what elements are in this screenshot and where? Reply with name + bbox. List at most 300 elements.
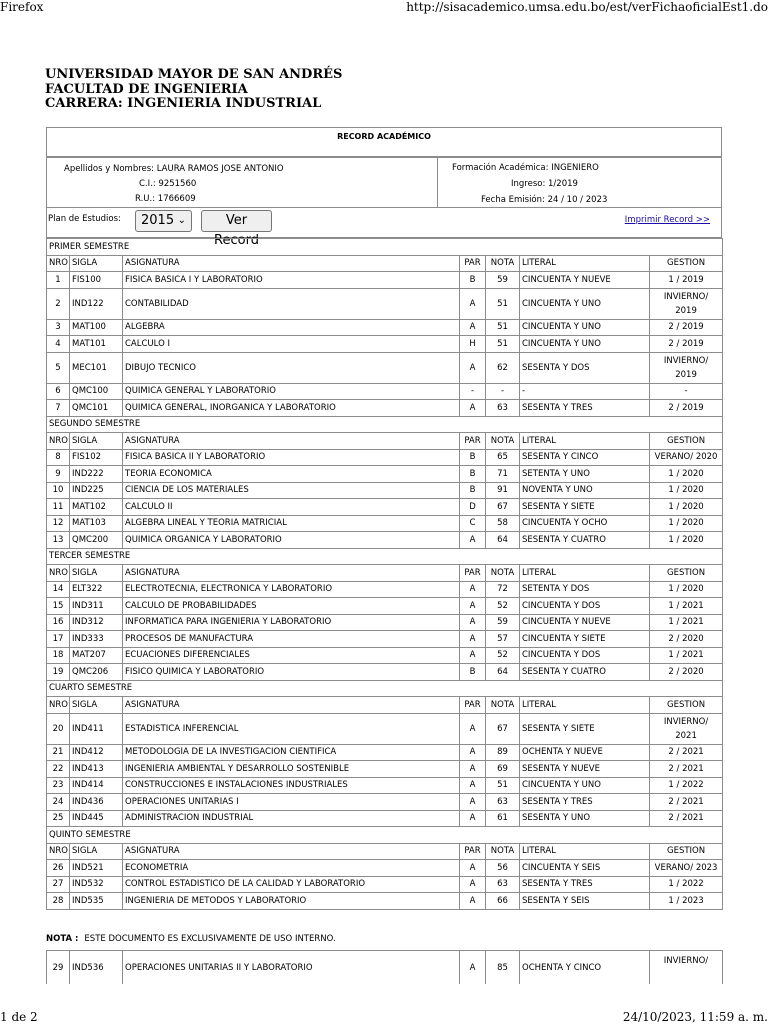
cell-gestion: VERANO/ 2023: [650, 860, 723, 877]
cell-nro: 19: [47, 664, 70, 681]
table-row: [47, 482, 723, 499]
cell-sigla: IND222: [70, 466, 123, 483]
cell-par: A: [460, 647, 486, 664]
nota-text: ESTE DOCUMENTO ES EXCLUSIVAMENTE DE USO INTERNO.: [84, 934, 336, 944]
column-header-asignatura: ASIGNATURA: [123, 697, 460, 714]
formacion-academica: Formación Académica: INGENIERO: [452, 163, 599, 173]
cell-asignatura: ECONOMETRIA: [123, 860, 460, 877]
cell-par: H: [460, 336, 486, 353]
semester-row: [47, 680, 723, 697]
cell-literal: -: [520, 383, 650, 400]
cell-sigla: IND413: [70, 761, 123, 778]
cell-gestion: 1 / 2021: [650, 614, 723, 631]
cell-literal: SESENTA Y TRES: [520, 794, 650, 811]
student-info: [46, 157, 722, 208]
cell-sigla: IND532: [70, 876, 123, 893]
cell-sigla: QMC206: [70, 664, 123, 681]
cell-literal: SESENTA Y TRES: [520, 400, 650, 417]
cell-sigla: IND333: [70, 631, 123, 648]
cell-nro: 11: [47, 499, 70, 516]
record-table: [46, 238, 723, 910]
column-header-row: [47, 843, 723, 860]
cell-nro: 1: [47, 272, 70, 289]
column-header-row: [47, 565, 723, 582]
cell-nro: 28: [47, 893, 70, 910]
page-indicator: 1 de 2: [0, 1010, 38, 1024]
cell-nota: 51: [486, 336, 520, 353]
cell-nro: 15: [47, 598, 70, 615]
cell-nota: 52: [486, 598, 520, 615]
cell-literal: SESENTA Y SIETE: [520, 713, 650, 744]
cell-sigla: IND535: [70, 893, 123, 910]
cell-nota: 62: [486, 352, 520, 383]
column-header-gestion: GESTION: [650, 433, 723, 450]
page-url: http://sisacademico.umsa.edu.bo/est/verFichaoficialEst1.do: [406, 0, 768, 14]
cell-literal: CINCUENTA Y DOS: [520, 598, 650, 615]
cell-sigla: QMC200: [70, 532, 123, 549]
column-header-nota: NOTA: [486, 697, 520, 714]
cell-gestion: 2 / 2019: [650, 319, 723, 336]
column-header-gestion: GESTION: [650, 565, 723, 582]
table-row: [47, 810, 723, 827]
cell-literal: CINCUENTA Y NUEVE: [520, 272, 650, 289]
cell-par: A: [460, 532, 486, 549]
cell-nro: 3: [47, 319, 70, 336]
cell-sigla: FIS100: [70, 272, 123, 289]
cell-asignatura: TEORIA ECONOMICA: [123, 466, 460, 483]
column-header-nro: NRO: [47, 843, 70, 860]
cell-asignatura: CALCULO DE PROBABILIDADES: [123, 598, 460, 615]
cell-literal: CINCUENTA Y SEIS: [520, 860, 650, 877]
nota-label: NOTA :: [46, 934, 79, 944]
cell-asignatura: ALGEBRA LINEAL Y TEORIA MATRICIAL: [123, 515, 460, 532]
cell-nro: 18: [47, 647, 70, 664]
cell-par: A: [460, 744, 486, 761]
semester-row: [47, 548, 723, 565]
cell-sigla: IND122: [70, 288, 123, 319]
cell-par: A: [460, 876, 486, 893]
cell-sigla: IND521: [70, 860, 123, 877]
cell-sigla: FIS102: [70, 449, 123, 466]
cell-nota: 89: [486, 744, 520, 761]
column-header-row: [47, 697, 723, 714]
column-header-par: PAR: [460, 697, 486, 714]
table-row: [47, 499, 723, 516]
column-header-row: [47, 433, 723, 450]
cell-par: A: [460, 860, 486, 877]
cell-asignatura: INGENIERIA AMBIENTAL Y DESARROLLO SOSTENIBLE: [123, 761, 460, 778]
cell-par: B: [460, 466, 486, 483]
cell-nro: 20: [47, 713, 70, 744]
cell-literal: NOVENTA Y UNO: [520, 482, 650, 499]
career-name: CARRERA: INGENIERIA INDUSTRIAL: [45, 96, 322, 111]
table-row: [47, 272, 723, 289]
cell-par: A: [460, 288, 486, 319]
cell-sigla: IND536: [70, 951, 123, 985]
cell-literal: SESENTA Y DOS: [520, 352, 650, 383]
plan-label: Plan de Estudios:: [48, 214, 121, 224]
table-row: [47, 449, 723, 466]
table-row: [47, 647, 723, 664]
cell-literal: SETENTA Y DOS: [520, 581, 650, 598]
cell-nro: 12: [47, 515, 70, 532]
cell-nota: 69: [486, 761, 520, 778]
column-header-nro: NRO: [47, 433, 70, 450]
cell-par: A: [460, 951, 486, 985]
cell-nro: 23: [47, 777, 70, 794]
cell-par: A: [460, 631, 486, 648]
column-header-sigla: SIGLA: [70, 697, 123, 714]
semester-row: [47, 827, 723, 844]
cell-asignatura: QUIMICA GENERAL Y LABORATORIO: [123, 383, 460, 400]
cell-par: B: [460, 272, 486, 289]
cell-par: A: [460, 352, 486, 383]
cell-nota: 51: [486, 319, 520, 336]
cell-gestion: 2 / 2020: [650, 664, 723, 681]
cell-nota: 71: [486, 466, 520, 483]
cell-gestion: -: [650, 383, 723, 400]
cell-sigla: MAT207: [70, 647, 123, 664]
table-row: [47, 951, 723, 985]
cell-nota: -: [486, 383, 520, 400]
cell-literal: CINCUENTA Y UNO: [520, 288, 650, 319]
column-header-nro: NRO: [47, 255, 70, 272]
student-names: Apellidos y Nombres: LAURA RAMOS JOSE ANTONIO: [64, 164, 284, 174]
cell-par: D: [460, 499, 486, 516]
column-header-asignatura: ASIGNATURA: [123, 565, 460, 582]
faculty-name: FACULTAD DE INGENIERIA: [45, 81, 248, 97]
cell-nro: 16: [47, 614, 70, 631]
cell-nro: 29: [47, 951, 70, 985]
cell-nro: 8: [47, 449, 70, 466]
cell-asignatura: CALCULO II: [123, 499, 460, 516]
cell-nro: 9: [47, 466, 70, 483]
cell-par: A: [460, 614, 486, 631]
column-header-nota: NOTA: [486, 843, 520, 860]
cell-gestion: INVIERNO/ 2021: [650, 713, 723, 744]
cell-asignatura: CONTROL ESTADISTICO DE LA CALIDAD Y LABORATORIO: [123, 876, 460, 893]
column-header-literal: LITERAL: [520, 433, 650, 450]
cell-literal: SETENTA Y UNO: [520, 466, 650, 483]
cell-nota: 72: [486, 581, 520, 598]
cell-par: A: [460, 893, 486, 910]
cell-sigla: IND414: [70, 777, 123, 794]
cell-gestion: 2 / 2019: [650, 336, 723, 353]
cell-gestion: 1 / 2020: [650, 532, 723, 549]
column-header-par: PAR: [460, 565, 486, 582]
cell-gestion: 2 / 2019: [650, 400, 723, 417]
cell-asignatura: ADMINISTRACION INDUSTRIAL: [123, 810, 460, 827]
column-header-gestion: GESTION: [650, 843, 723, 860]
cell-nota: 67: [486, 499, 520, 516]
cell-gestion: 1 / 2019: [650, 272, 723, 289]
column-header-literal: LITERAL: [520, 255, 650, 272]
cell-nro: 26: [47, 860, 70, 877]
cell-nota: 61: [486, 810, 520, 827]
print-record-link[interactable]: Imprimir Record >>: [624, 215, 710, 225]
cell-nro: 2: [47, 288, 70, 319]
column-header-asignatura: ASIGNATURA: [123, 255, 460, 272]
cell-literal: CINCUENTA Y OCHO: [520, 515, 650, 532]
cell-gestion: 2 / 2021: [650, 810, 723, 827]
cell-nota: 52: [486, 647, 520, 664]
cell-sigla: IND436: [70, 794, 123, 811]
column-header-literal: LITERAL: [520, 843, 650, 860]
cell-sigla: MAT100: [70, 319, 123, 336]
cell-gestion: INVIERNO/ 2019: [650, 352, 723, 383]
cell-nro: 13: [47, 532, 70, 549]
cell-nro: 24: [47, 794, 70, 811]
cell-par: B: [460, 482, 486, 499]
column-header-row: [47, 255, 723, 272]
academic-info: [438, 157, 722, 208]
document-titles: [45, 68, 342, 112]
semester-row: [47, 239, 723, 256]
cell-nota: 63: [486, 400, 520, 417]
cell-asignatura: QUIMICA GENERAL, INORGANICA Y LABORATORIO: [123, 400, 460, 417]
table-row: [47, 400, 723, 417]
table-row: [47, 614, 723, 631]
table-row: [47, 664, 723, 681]
cell-literal: OCHENTA Y NUEVE: [520, 744, 650, 761]
cell-gestion: 1 / 2020: [650, 499, 723, 516]
cell-sigla: MEC101: [70, 352, 123, 383]
cell-nro: 10: [47, 482, 70, 499]
cell-literal: SESENTA Y CUATRO: [520, 532, 650, 549]
column-header-par: PAR: [460, 255, 486, 272]
table-row: [47, 319, 723, 336]
column-header-sigla: SIGLA: [70, 565, 123, 582]
cell-nro: 21: [47, 744, 70, 761]
cell-nro: 5: [47, 352, 70, 383]
column-header-nro: NRO: [47, 565, 70, 582]
cell-nota: 63: [486, 876, 520, 893]
column-header-asignatura: ASIGNATURA: [123, 843, 460, 860]
cell-nota: 65: [486, 449, 520, 466]
column-header-sigla: SIGLA: [70, 255, 123, 272]
cell-nota: 57: [486, 631, 520, 648]
cell-literal: OCHENTA Y CINCO: [520, 951, 650, 985]
cell-asignatura: INFORMATICA PARA INGENIERIA Y LABORATORIO: [123, 614, 460, 631]
cell-nro: 4: [47, 336, 70, 353]
cell-sigla: IND411: [70, 713, 123, 744]
cell-par: A: [460, 581, 486, 598]
cell-literal: SESENTA Y SIETE: [520, 499, 650, 516]
column-header-nota: NOTA: [486, 255, 520, 272]
cell-asignatura: METODOLOGIA DE LA INVESTIGACION CIENTIFICA: [123, 744, 460, 761]
cell-sigla: IND225: [70, 482, 123, 499]
table-row: [47, 893, 723, 910]
cell-asignatura: OPERACIONES UNITARIAS II Y LABORATORIO: [123, 951, 460, 985]
cell-nro: 25: [47, 810, 70, 827]
cell-nro: 7: [47, 400, 70, 417]
cell-gestion: 2 / 2021: [650, 794, 723, 811]
table-row: [47, 761, 723, 778]
cell-nota: 64: [486, 532, 520, 549]
column-header-literal: LITERAL: [520, 697, 650, 714]
cell-par: A: [460, 794, 486, 811]
plan-select[interactable]: [135, 210, 192, 232]
cell-par: A: [460, 810, 486, 827]
cell-asignatura: CONTABILIDAD: [123, 288, 460, 319]
cell-nota: 67: [486, 713, 520, 744]
table-row: [47, 631, 723, 648]
cell-gestion: VERANO/ 2020: [650, 449, 723, 466]
cell-nota: 59: [486, 614, 520, 631]
cell-asignatura: INGENIERIA DE METODOS Y LABORATORIO: [123, 893, 460, 910]
cell-sigla: MAT101: [70, 336, 123, 353]
cell-par: A: [460, 400, 486, 417]
table-row: [47, 581, 723, 598]
cell-literal: CINCUENTA Y SIETE: [520, 631, 650, 648]
column-header-par: PAR: [460, 433, 486, 450]
cell-asignatura: FISICA BASICA I Y LABORATORIO: [123, 272, 460, 289]
table-row: [47, 713, 723, 744]
column-header-gestion: GESTION: [650, 697, 723, 714]
cell-gestion: 2 / 2021: [650, 744, 723, 761]
cell-par: B: [460, 664, 486, 681]
table-row: [47, 876, 723, 893]
column-header-sigla: SIGLA: [70, 843, 123, 860]
cell-sigla: IND311: [70, 598, 123, 615]
table-row: [47, 515, 723, 532]
column-header-sigla: SIGLA: [70, 433, 123, 450]
cell-gestion: 1 / 2020: [650, 515, 723, 532]
cell-gestion: 2 / 2021: [650, 761, 723, 778]
cell-literal: CINCUENTA Y UNO: [520, 319, 650, 336]
cell-asignatura: QUIMICA ORGANICA Y LABORATORIO: [123, 532, 460, 549]
cell-gestion: 1 / 2023: [650, 893, 723, 910]
cell-literal: SESENTA Y TRES: [520, 876, 650, 893]
student-ci: C.I.: 9251560: [139, 179, 197, 189]
semester-title: PRIMER SEMESTRE: [47, 239, 723, 256]
cell-asignatura: PROCESOS DE MANUFACTURA: [123, 631, 460, 648]
table-row: [47, 744, 723, 761]
cell-literal: CINCUENTA Y DOS: [520, 647, 650, 664]
plan-select-value: 2015: [141, 213, 175, 228]
column-header-literal: LITERAL: [520, 565, 650, 582]
cell-nota: 66: [486, 893, 520, 910]
semester-title: CUARTO SEMESTRE: [47, 680, 723, 697]
cell-gestion: 1 / 2022: [650, 777, 723, 794]
cell-nota: 91: [486, 482, 520, 499]
cell-nro: 17: [47, 631, 70, 648]
table-row: [47, 383, 723, 400]
student-identity: [46, 157, 438, 208]
table-row: [47, 532, 723, 549]
cell-asignatura: CIENCIA DE LOS MATERIALES: [123, 482, 460, 499]
cell-par: A: [460, 319, 486, 336]
cell-par: A: [460, 777, 486, 794]
record-table-continued: [46, 950, 723, 984]
cell-gestion: 1 / 2020: [650, 482, 723, 499]
cell-asignatura: ESTADISTICA INFERENCIAL: [123, 713, 460, 744]
column-header-par: PAR: [460, 843, 486, 860]
cell-literal: SESENTA Y CINCO: [520, 449, 650, 466]
cell-nro: 27: [47, 876, 70, 893]
cell-sigla: ELT322: [70, 581, 123, 598]
cell-gestion: INVIERNO/ 2019: [650, 288, 723, 319]
cell-nro: 22: [47, 761, 70, 778]
column-header-nota: NOTA: [486, 433, 520, 450]
cell-nota: 64: [486, 664, 520, 681]
cell-asignatura: OPERACIONES UNITARIAS I: [123, 794, 460, 811]
cell-sigla: MAT103: [70, 515, 123, 532]
cell-gestion: 1 / 2022: [650, 876, 723, 893]
cell-literal: SESENTA Y SEIS: [520, 893, 650, 910]
cell-literal: CINCUENTA Y NUEVE: [520, 614, 650, 631]
cell-nota: 51: [486, 777, 520, 794]
ver-record-button[interactable]: Ver Record: [201, 210, 272, 232]
table-row: [47, 598, 723, 615]
cell-literal: SESENTA Y UNO: [520, 810, 650, 827]
cell-par: -: [460, 383, 486, 400]
ingreso: Ingreso: 1/2019: [511, 179, 578, 189]
cell-literal: CINCUENTA Y UNO: [520, 336, 650, 353]
cell-nota: 58: [486, 515, 520, 532]
cell-nota: 56: [486, 860, 520, 877]
column-header-nota: NOTA: [486, 565, 520, 582]
cell-gestion: 1 / 2020: [650, 581, 723, 598]
cell-sigla: MAT102: [70, 499, 123, 516]
table-row: [47, 794, 723, 811]
cell-sigla: IND445: [70, 810, 123, 827]
table-row: [47, 336, 723, 353]
chevron-down-icon: ⌄: [177, 215, 186, 226]
cell-asignatura: CALCULO I: [123, 336, 460, 353]
record-title: RECORD ACADÉMICO: [46, 127, 722, 157]
browser-app-name: Firefox: [0, 0, 44, 14]
table-row: [47, 466, 723, 483]
cell-asignatura: FISICO QUIMICA Y LABORATORIO: [123, 664, 460, 681]
cell-sigla: IND312: [70, 614, 123, 631]
semester-title: QUINTO SEMESTRE: [47, 827, 723, 844]
cell-literal: SESENTA Y CUATRO: [520, 664, 650, 681]
cell-sigla: IND412: [70, 744, 123, 761]
semester-title: SEGUNDO SEMESTRE: [47, 416, 723, 433]
cell-nota: 51: [486, 288, 520, 319]
cell-nota: 59: [486, 272, 520, 289]
cell-nro: 14: [47, 581, 70, 598]
cell-sigla: QMC100: [70, 383, 123, 400]
cell-gestion: INVIERNO/: [650, 951, 723, 985]
cell-literal: CINCUENTA Y UNO: [520, 777, 650, 794]
cell-par: A: [460, 713, 486, 744]
table-row: [47, 352, 723, 383]
cell-literal: SESENTA Y NUEVE: [520, 761, 650, 778]
cell-asignatura: DIBUJO TECNICO: [123, 352, 460, 383]
cell-gestion: 1 / 2020: [650, 466, 723, 483]
cell-asignatura: ELECTROTECNIA, ELECTRONICA Y LABORATORIO: [123, 581, 460, 598]
cell-asignatura: FISICA BASICA II Y LABORATORIO: [123, 449, 460, 466]
cell-nota: 85: [486, 951, 520, 985]
cell-asignatura: ECUACIONES DIFERENCIALES: [123, 647, 460, 664]
table-row: [47, 860, 723, 877]
cell-asignatura: CONSTRUCCIONES E INSTALACIONES INDUSTRIALES: [123, 777, 460, 794]
fecha-emision: Fecha Emisión: 24 / 10 / 2023: [481, 195, 608, 205]
cell-par: B: [460, 449, 486, 466]
column-header-nro: NRO: [47, 697, 70, 714]
print-datetime: 24/10/2023, 11:59 a. m.: [622, 1010, 768, 1024]
table-row: [47, 288, 723, 319]
cell-asignatura: ALGEBRA: [123, 319, 460, 336]
semester-title: TERCER SEMESTRE: [47, 548, 723, 565]
cell-par: A: [460, 598, 486, 615]
column-header-gestion: GESTION: [650, 255, 723, 272]
cell-gestion: 1 / 2021: [650, 598, 723, 615]
cell-par: A: [460, 761, 486, 778]
cell-nro: 6: [47, 383, 70, 400]
